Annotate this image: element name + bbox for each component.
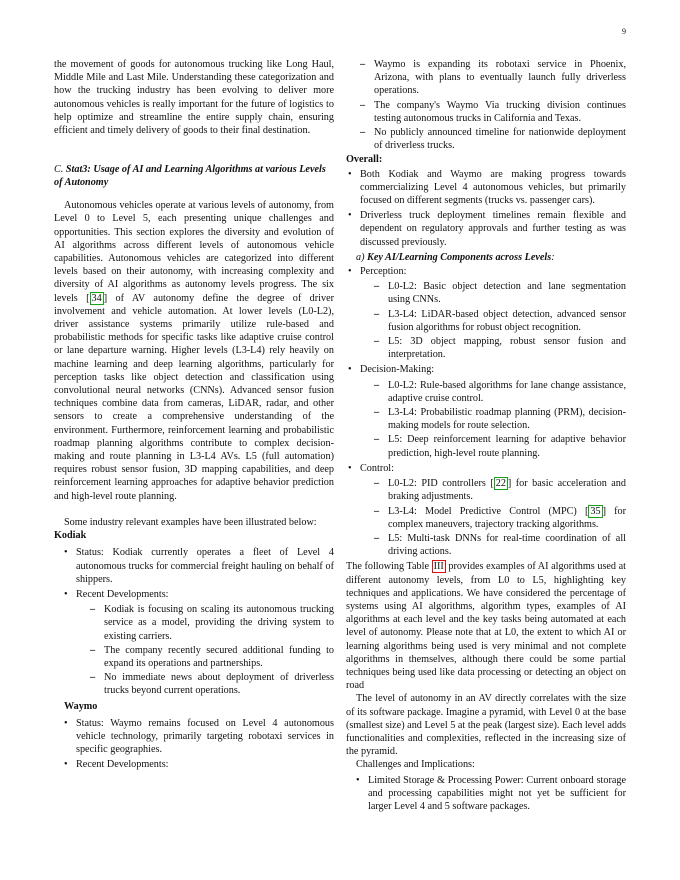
challenges-heading: Challenges and Implications: bbox=[356, 759, 475, 771]
citation-link-35[interactable]: 35 bbox=[590, 505, 601, 517]
waymo-status: • Status: Waymo remains focused on Level 4 autonomous vehicle technology, primarily targeting robotaxi services in specific geographies. bbox=[54, 717, 334, 757]
decision-label: Decision-Making: bbox=[360, 364, 435, 376]
kodiak-dev-list bbox=[76, 603, 334, 697]
control-subitem bbox=[360, 505, 626, 531]
control-subitem: – L5: Multi-task DNNs for real-time coordination of all driving actions. bbox=[360, 532, 626, 558]
control-label: Control: bbox=[360, 462, 394, 474]
overall-heading: Overall: bbox=[346, 154, 383, 166]
kodiak-dev-item: – No immediate news about deployment of driverless trucks beyond current operations. bbox=[76, 671, 334, 697]
control-subitem-text: ] for basic acceleration and braking adjustments. bbox=[388, 478, 626, 503]
table-paragraph bbox=[346, 560, 626, 692]
waymo-recent: • Recent Developments: bbox=[54, 758, 334, 771]
subsection-label: a) bbox=[356, 251, 365, 263]
control-subitem-text: ] for complex maneuvers, trajectory tracking algorithms. bbox=[388, 505, 626, 530]
kodiak-list bbox=[54, 546, 334, 697]
challenge-item: • Limited Storage & Processing Power: Current onboard storage and processing capabilities might not yet be sufficient for larger Level 4 and 5 software packages. bbox=[346, 774, 626, 814]
control-item bbox=[346, 462, 626, 558]
left-column bbox=[54, 58, 334, 774]
pyramid-paragraph: The level of autonomy in an AV directly correlates with the size of its software package. Imagine a pyramid, with Level 0 at the base (smallest size) and Level 5 at the peak (largest size). Each level adds functionalities and complexities, reflected in the increasing size of the pyramid. bbox=[346, 693, 626, 758]
decision-subitem: – L3-L4: Probabilistic roadmap planning (PRM), decision-making models for route selection. bbox=[360, 406, 626, 432]
kodiak-dev-item: – Kodiak is focusing on scaling its autonomous trucking service as a model, providing the driving system to existing carriers. bbox=[76, 603, 334, 643]
table-link-III[interactable]: III bbox=[433, 561, 444, 573]
overall-item: • Driverless truck deployment timelines remain flexible and dependent on regulatory approvals and further testing as was discussed previously. bbox=[346, 209, 626, 249]
control-subitem-text: L3-L4: Model Predictive Control (MPC) [ bbox=[388, 505, 589, 517]
section-label: C. bbox=[54, 164, 64, 176]
perception-item bbox=[346, 265, 626, 361]
waymo-dev-list bbox=[346, 58, 626, 152]
challenges-list bbox=[346, 774, 626, 814]
subsection-title: Key AI/Learning Components across Levels bbox=[367, 251, 552, 263]
perception-subitem: – L3-L4: LiDAR-based object detection, advanced sensor fusion algorithms for robust object recognition. bbox=[360, 308, 626, 334]
section-title: Stat3: Usage of AI and Learning Algorithms at various Levels of Autonomy bbox=[54, 164, 326, 189]
control-subitem bbox=[360, 477, 626, 503]
levels-text-end: ] of AV autonomy define the degree of driver involvement and vehicle automation. At lower levels (L0-L2), driver assistance systems primarily utilize rule-based and probabilistic methods for specific tasks like adaptive cruise control or lane departure warning. Higher levels (L3-L4) rely heavily on machine learning and deep learning algorithms, particularly for perception tasks like object detection and classification using convolutional neural networks (CNNs). Advanced sensor fusion techniques combine data from cameras, LiDAR, radar, and other sensors to create a comprehensive understanding of the environment. Furthermore, reinforcement learning and probabilistic roadmap planning algorithms contribute to complex decision-making and route planning in L3-L4 AVs. L5 (full automation) requires robust sensor fusion, 3D mapping capabilities, and deep reinforcement learning approaches for adaptive behavior prediction and high-level route planning. bbox=[54, 292, 334, 502]
overall-list bbox=[346, 168, 626, 249]
kodiak-dev-item: – The company recently secured additional funding to expand its operations and partnerships. bbox=[76, 644, 334, 670]
decision-subitem: – L0-L2: Rule-based algorithms for lane change assistance, adaptive cruise control. bbox=[360, 379, 626, 405]
levels-paragraph bbox=[54, 199, 334, 503]
examples-intro: Some industry relevant examples have been illustrated below: bbox=[64, 516, 317, 528]
control-sublist bbox=[360, 477, 626, 558]
section-heading bbox=[54, 163, 334, 189]
right-column bbox=[346, 58, 626, 815]
citation-link-22[interactable]: 22 bbox=[495, 478, 506, 490]
table-text-start: The following Table bbox=[346, 561, 432, 573]
perception-sublist bbox=[360, 280, 626, 361]
perception-label: Perception: bbox=[360, 266, 407, 278]
waymo-heading: Waymo bbox=[64, 700, 98, 712]
intro-paragraph: the movement of goods for autonomous trucking like Long Haul, Middle Mile and Last Mile. Understanding these categorization and how the trucking industry has been evolving to deliver more autonomous vehicles is really important for the future of logistics to help optimize and streamline the entire supply chain, ensuring efficient and timely delivery of goods to their final destination. bbox=[54, 59, 334, 137]
waymo-dev-item: – The company's Waymo Via trucking division continues testing autonomous trucks in California and Texas. bbox=[346, 99, 626, 125]
perception-subitem: – L0-L2: Basic object detection and lane segmentation using CNNs. bbox=[360, 280, 626, 306]
page-number: 9 bbox=[622, 27, 626, 36]
subsection-heading: a) Key AI/Learning Components across Levels: bbox=[356, 251, 555, 263]
waymo-dev-item: – No publicly announced timeline for nationwide deployment of driverless trucks. bbox=[346, 126, 626, 152]
kodiak-recent-label: Recent Developments: bbox=[76, 588, 169, 600]
components-list bbox=[346, 265, 626, 558]
decision-sublist bbox=[360, 379, 626, 460]
kodiak-heading: Kodiak bbox=[54, 530, 87, 542]
overall-item: • Both Kodiak and Waymo are making progress towards commercializing Level 4 autonomous vehicles, but primarily focused on different segments (trucks vs. passenger cars). bbox=[346, 168, 626, 208]
waymo-list bbox=[54, 717, 334, 772]
kodiak-status: • Status: Kodiak currently operates a fleet of Level 4 autonomous trucks for commercial freight hauling on behalf of shippers. bbox=[54, 546, 334, 586]
citation-link-34[interactable]: 34 bbox=[91, 292, 102, 304]
levels-text-start: Autonomous vehicles operate at various levels of autonomy, from Level 0 to Level 5, each presenting unique challenges and opportunities. This section explores the diversity and evolution of AI algorithms across different levels of autonomous vehicle capabilities. Autonomous vehicles are categorized into different levels based on their autonomy, with increasing complexity and diversity of AI algorithms as autonomy levels progress. The six levels [ bbox=[54, 200, 334, 304]
perception-subitem: – L5: 3D object mapping, robust sensor fusion and interpretation. bbox=[360, 335, 626, 361]
decision-subitem: – L5: Deep reinforcement learning for adaptive behavior prediction, high-level route planning. bbox=[360, 433, 626, 459]
control-subitem-text: L0-L2: PID controllers [ bbox=[388, 478, 494, 490]
kodiak-recent bbox=[54, 588, 334, 698]
table-text-end: provides examples of AI algorithms used at different autonomy levels, from L0 to L5, highlighting key techniques and applications. We have considered the percentage of systems using AI algorithms, algorithm types, examples of AI algorithms at each level and the key tasks being automated at each level of autonomy. Please note that at L0, the extent to which AI or learning algorithms being used is very minimal and not complete algorithms in themselves, although there could be some partial techniques being used like data processing or detecting an object on road bbox=[346, 561, 626, 692]
waymo-dev-item: – Waymo is expanding its robotaxi service in Phoenix, Arizona, with plans to eventually launch fully driverless operations. bbox=[346, 58, 626, 98]
decision-item bbox=[346, 363, 626, 459]
